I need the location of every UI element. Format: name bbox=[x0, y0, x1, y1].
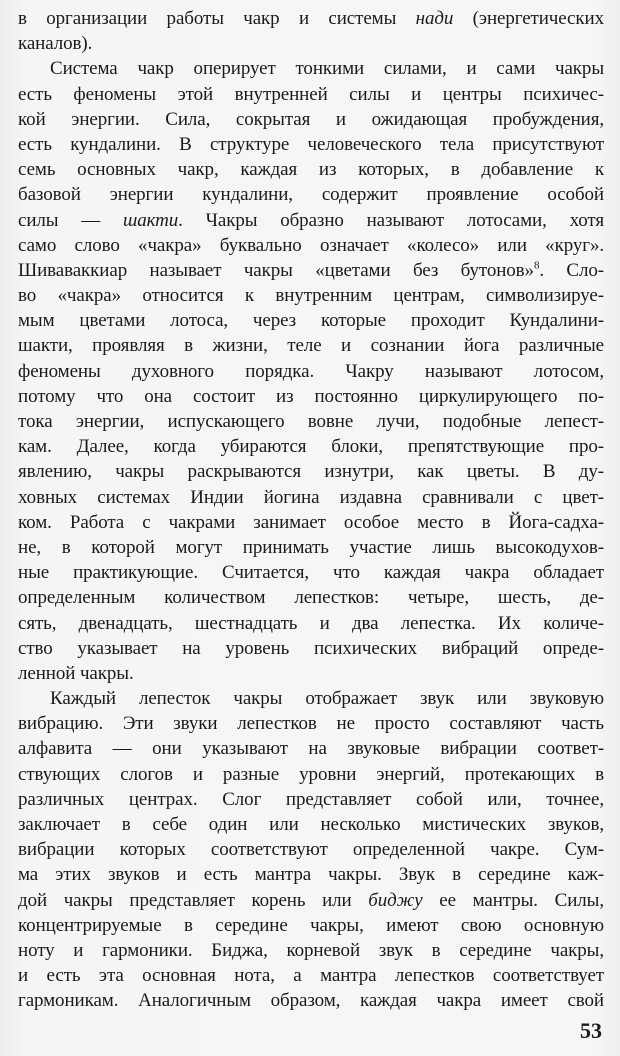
text-line bbox=[18, 686, 604, 711]
text-line bbox=[18, 963, 604, 988]
text-line bbox=[18, 736, 604, 761]
text-line bbox=[18, 560, 604, 585]
text-run: феномены духовного порядка. Чакру называют лотосом, bbox=[18, 360, 604, 382]
text-line bbox=[18, 988, 604, 1013]
text-run: различных центрах. Слог представляет собой или, точнее, bbox=[18, 788, 604, 810]
text-line bbox=[18, 82, 604, 107]
text-line bbox=[18, 711, 604, 736]
text-line bbox=[18, 938, 604, 963]
text-line bbox=[18, 333, 604, 358]
text-run: ленной чакры. bbox=[18, 662, 134, 684]
text-run: во «чакра» относится к внутренним центрам, символизируе- bbox=[18, 285, 604, 307]
text-line bbox=[18, 384, 604, 409]
text-line bbox=[18, 258, 604, 283]
text-run: базовой энергии кундалини, содержит проявление особой bbox=[18, 184, 604, 206]
text-run: есть феномены этой внутренней силы и центры психичес- bbox=[18, 83, 604, 105]
text-run: кам. Далее, когда убираются блоки, препятствующие про- bbox=[18, 436, 604, 458]
text-line bbox=[18, 107, 604, 132]
text-line bbox=[18, 56, 604, 81]
text-line bbox=[18, 434, 604, 459]
text-run: Каждый лепесток чакры отображает звук или звуковую bbox=[50, 688, 604, 710]
text-line bbox=[18, 535, 604, 560]
text-run: есть кундалини. В структуре человеческого тела присутствуют bbox=[18, 133, 604, 155]
text-run: тока энергии, испускающего вовне лучи, подобные лепест- bbox=[18, 411, 604, 432]
text-run: ноту и гармоники. Биджа, корневой звук в середине чакры, bbox=[18, 939, 604, 961]
text-run: кой энергии. Сила, сокрытая и ожидающая пробуждения, bbox=[18, 108, 604, 130]
text-line bbox=[18, 409, 604, 434]
text-line bbox=[18, 913, 604, 938]
text-line bbox=[18, 837, 604, 862]
text-run: заключает в себе один или несколько мистических звуков, bbox=[18, 814, 604, 835]
text-line bbox=[18, 6, 604, 31]
italic-term: нади bbox=[415, 8, 454, 29]
text-run: гармоникам. Аналогичным образом, каждая чакра имеет свой bbox=[18, 990, 604, 1012]
text-run: само слово «чакра» буквально означает «колесо» или «круг». bbox=[18, 234, 604, 256]
text-line bbox=[18, 510, 604, 535]
text-line bbox=[18, 157, 604, 182]
text-line bbox=[18, 862, 604, 887]
text-run: (энергетических bbox=[453, 8, 604, 29]
text-run: ком. Работа с чакрами занимает особое место в Йога-садха- bbox=[18, 511, 604, 533]
text-run: Система чакр оперирует тонкими силами, и сами чакры bbox=[50, 58, 604, 80]
text-line bbox=[18, 812, 604, 837]
text-line bbox=[18, 359, 604, 384]
text-line bbox=[18, 283, 604, 308]
text-line bbox=[18, 182, 604, 207]
text-run: и есть эта основная нота, а мантра лепестков соответствует bbox=[18, 965, 604, 987]
text-line bbox=[18, 888, 604, 913]
text-line bbox=[18, 132, 604, 157]
text-line bbox=[18, 585, 604, 610]
text-run: ство указывает на уровень психических вибраций опреде- bbox=[18, 637, 604, 659]
text-line bbox=[18, 459, 604, 484]
text-run: каналов). bbox=[18, 33, 93, 55]
text-line bbox=[18, 787, 604, 812]
page-number: 53 bbox=[580, 1018, 602, 1043]
text-run: концентрируемые в середине чакры, имеют свою основную bbox=[18, 914, 604, 936]
italic-term: шакти bbox=[122, 209, 179, 231]
text-line bbox=[18, 233, 604, 258]
text-run: Шиваваккиар называет чакры «цветами без бутонов» bbox=[18, 259, 534, 281]
text-run: вибрацию. Эти звуки лепестков не просто составляют часть bbox=[18, 713, 604, 735]
text-run: ствующих слогов и разные уровни энергий, протекающих в bbox=[18, 763, 604, 785]
text-line bbox=[18, 208, 604, 233]
text-line bbox=[18, 611, 604, 636]
text-run: дой чакры представляет корень или bbox=[18, 889, 369, 911]
text-run: явлению, чакры раскрываются изнутри, как цветы. В ду- bbox=[18, 461, 604, 483]
text-run: ные практикующие. Считается, что каждая чакра обладает bbox=[18, 562, 604, 584]
text-line bbox=[18, 485, 604, 510]
text-run: . Сло- bbox=[539, 259, 604, 281]
text-run: алфавита — они указывают на звуковые вибрации соответ- bbox=[18, 738, 604, 760]
italic-term: биджу bbox=[368, 889, 423, 911]
text-run: сять, двенадцать, шестнадцать и два лепестка. Их количе- bbox=[18, 612, 604, 634]
body-text bbox=[18, 6, 604, 1014]
text-run: шакти, проявляя в жизни, теле и сознании йога различные bbox=[18, 335, 604, 357]
text-run: . Чакры образно называют лотосами, хотя bbox=[178, 209, 604, 231]
text-run: не, в которой могут принимать участие лишь высокодухов- bbox=[18, 536, 604, 558]
text-run: семь основных чакр, каждая из которых, в добавление к bbox=[18, 159, 604, 181]
text-line bbox=[18, 762, 604, 787]
text-run: ма этих звуков и есть мантра чакры. Звук в середине каж- bbox=[18, 864, 604, 886]
text-run: потому что она состоит из постоянно циркулирующего по- bbox=[18, 385, 604, 407]
text-run: вибрации которых соответствуют определенной чакре. Сум- bbox=[18, 839, 604, 861]
text-line bbox=[18, 661, 604, 686]
text-run: ее мантры. Силы, bbox=[422, 889, 604, 911]
text-run: ховных системах Индии йогина издавна сравнивали с цвет- bbox=[18, 486, 604, 508]
text-line bbox=[18, 31, 604, 56]
text-line bbox=[18, 308, 604, 333]
text-run: силы — bbox=[18, 209, 123, 231]
text-line bbox=[18, 636, 604, 661]
text-run: мым цветами лотоса, через которые проходит Кундалини- bbox=[18, 310, 604, 332]
text-run: определенным количеством лепестков: четыре, шесть, де- bbox=[18, 587, 604, 609]
text-run: в организации работы чакр и системы bbox=[18, 8, 416, 29]
footnote-ref: 8 bbox=[533, 259, 540, 272]
